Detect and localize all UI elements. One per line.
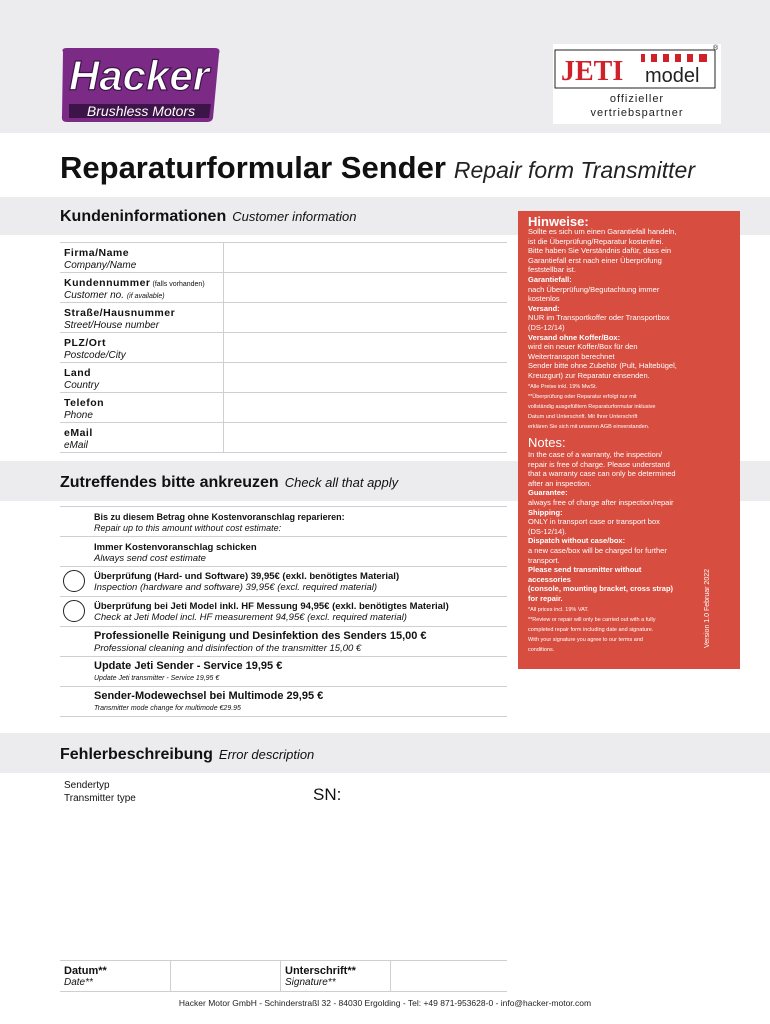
check-row-cleaning[interactable] (60, 627, 507, 657)
check-label-en: Professional cleaning and disinfection of the transmitter 15,00 € (94, 643, 362, 654)
registered-mark: ® (713, 45, 719, 52)
error-section-bar (0, 733, 770, 773)
notes-heading-de: Hinweise: (528, 214, 589, 229)
field-label-en: eMail (64, 440, 88, 451)
serial-number-label: SN: (313, 785, 342, 804)
check-row-cost-estimate[interactable] (60, 537, 507, 567)
field-label: Straße/Hausnummer (64, 307, 176, 319)
notes-item-text: NUR im Transportkoffer oder Transportbox (DS-12/14) (528, 313, 670, 332)
customer-heading (60, 208, 357, 226)
check-label: Bis zu diesem Betrag ohne Kostenvoranschlag reparieren: (94, 512, 345, 522)
customer-row-customer-no (60, 273, 507, 303)
check-label: Überprüfung (Hard- und Software) 39,95€ (exkl. benötigtes Material) (94, 571, 400, 582)
notes-item-text: ONLY in transport case or transport box (DS-12/14). (528, 517, 660, 536)
field-label-en: Country (64, 380, 100, 391)
notes-item-text: wird ein neuer Koffer/Box für den Weitertransport berechnet Sender bitte ohne Zubehör (Pult, Haltebügel, Kreuzgurt) zur Reparatur einsenden. (528, 342, 677, 380)
customer-heading-de: Kundeninformationen (60, 208, 227, 225)
signature-label-en: Signature** (285, 977, 336, 988)
check-label: Sender-Modewechsel bei Multimode 29,95 € (94, 690, 324, 702)
company-name-field[interactable] (223, 243, 507, 272)
postcode-city-field[interactable] (223, 333, 507, 362)
notes-item-text: always free of charge after inspection/repair (528, 497, 674, 507)
check-row-inspection[interactable] (60, 567, 507, 597)
notes-small-en: *All prices incl. 19% VAT. **Review or repair will only be carried out with a fully completed repair form including date and signature. With your signature you agree to our terms and conditions. (528, 606, 656, 653)
field-label-en: Postcode/City (64, 350, 126, 361)
notes-intro-en: In the case of a warranty, the inspection/ repair is free of charge. Please understand that a warranty case can only be determined after an inspection. (528, 450, 676, 488)
checkbox-circle[interactable] (63, 600, 85, 622)
check-row-jeti-check[interactable] (60, 597, 507, 627)
field-label-en: Street/House number (64, 320, 160, 331)
title-en: Repair form Transmitter (453, 157, 696, 183)
transmitter-type-label (64, 779, 136, 805)
check-row-repair-limit[interactable] (60, 507, 507, 537)
error-heading (60, 746, 314, 764)
signature-label-cell (280, 961, 391, 991)
check-label-en: Repair up to this amount without cost estimate: (94, 523, 282, 533)
notes-item-title: Versand: (528, 303, 560, 313)
check-heading-de: Zutreffendes bitte ankreuzen (60, 474, 279, 491)
notes-small-de: *Alle Preise inkl. 19% MwSt. **Überprüfung oder Reparatur erfolgt nur mit vollständig ausgefülltem Reparaturformular inklusive Datum und Unterschrift. Mit Ihrer Unterschrift erklären Sie sich mit unseren AGB einverstanden. (528, 383, 656, 430)
field-note-en: (if available) (126, 293, 165, 300)
check-label-en: Transmitter mode change for multimode €29.95 (94, 705, 241, 712)
notes-item-text: a new case/box will be charged for further transport. (528, 545, 667, 565)
hacker-logo-tagline: Brushless Motors (86, 103, 196, 119)
jeti-tagline-1: offizieller (609, 93, 665, 105)
notes-text-en (528, 450, 710, 654)
date-label: Datum** (64, 965, 107, 977)
field-label: eMail (64, 427, 93, 439)
check-row-mode-change[interactable] (60, 687, 507, 717)
customer-row-email (60, 423, 507, 453)
street-field[interactable] (223, 303, 507, 332)
error-heading-de: Fehlerbeschreibung (60, 746, 213, 763)
transmitter-type-en: Transmitter type (64, 793, 136, 804)
customer-heading-en: Customer information (232, 209, 357, 224)
field-label: Firma/Name (64, 247, 130, 259)
jeti-tagline-2: vertriebspartner (590, 107, 684, 119)
customer-table (60, 242, 507, 453)
field-label: Kundennummer (64, 277, 151, 289)
notes-bold-en: Please send transmitter without accessories (console, mounting bracket, cross strap) for repair. (528, 565, 674, 603)
notes-heading-en: Notes: (528, 435, 566, 450)
check-row-update[interactable] (60, 657, 507, 687)
date-field[interactable] (170, 961, 281, 991)
check-label-en: Update Jeti transmitter - Service 19,95 € (94, 675, 220, 682)
phone-field[interactable] (223, 393, 507, 422)
notes-item-text: nach Überprüfung/Begutachtung immer kostenlos (528, 284, 660, 304)
field-label-en: Company/Name (64, 260, 137, 271)
title-de: Reparaturformular Sender (60, 150, 446, 185)
version-label: Version 1.0 Februar 2022 (704, 569, 711, 648)
customer-row-phone (60, 393, 507, 423)
customer-row-country (60, 363, 507, 393)
country-field[interactable] (223, 363, 507, 392)
email-field[interactable] (223, 423, 507, 452)
notes-item-title: Dispatch without case/box: (528, 536, 626, 546)
hacker-logo (55, 44, 223, 124)
check-table (60, 506, 507, 717)
hacker-logo-word: Hacker (68, 52, 210, 99)
check-label-en: Always send cost estimate (94, 553, 206, 564)
signature-field[interactable] (390, 961, 507, 991)
checkbox-circle[interactable] (63, 570, 85, 592)
error-description-area[interactable] (60, 812, 507, 952)
field-label-en: Phone (64, 410, 93, 421)
field-note: (falls vorhanden) (152, 281, 205, 288)
field-label-en: Customer no. (64, 290, 125, 301)
notes-intro-de: Sollte es sich um einen Garantiefall handeln, ist die Überprüfung/Reparatur kostenfrei. Bitte haben Sie Verständnis dafür, dass ein Garantiefall erst nach einer Überprüfung feststellbar ist. (528, 227, 677, 275)
customer-row-company (60, 243, 507, 273)
notes-item-title: Guarantee: (528, 488, 568, 498)
signature-row (60, 960, 507, 992)
notes-item-title: Garantiefall: (528, 274, 572, 284)
jeti-logo-brand: JETI (561, 56, 624, 87)
field-label: PLZ/Ort (64, 337, 106, 349)
customer-number-field[interactable] (223, 273, 507, 302)
check-label: Professionelle Reinigung und Desinfektion des Senders 15,00 € (94, 630, 427, 642)
check-label-en: Check at Jeti Model incl. HF measurement 94,95€ (excl. required material) (94, 612, 407, 623)
notes-item-title: Versand ohne Koffer/Box: (528, 332, 621, 342)
notes-text-de (528, 227, 710, 431)
signature-label: Unterschrift** (285, 965, 356, 977)
jeti-tagline (553, 92, 721, 120)
date-label-en: Date** (64, 977, 93, 988)
field-label: Land (64, 367, 92, 379)
error-heading-en: Error description (218, 747, 315, 762)
footer-address: Hacker Motor GmbH - Schinderstraßl 32 - 84030 Ergolding - Tel: +49 871-953628-0 - info@hacker-motor.com (178, 998, 592, 1008)
check-label: Update Jeti Sender - Service 19,95 € (94, 660, 283, 672)
page-title (60, 150, 695, 186)
check-label: Immer Kostenvoranschlag schicken (94, 542, 257, 553)
notes-item-title: Shipping: (528, 507, 563, 517)
check-label-en: Inspection (hardware and software) 39,95€ (excl. required material) (94, 582, 378, 593)
field-label: Telefon (64, 397, 105, 409)
jeti-logo-model: model (645, 65, 700, 87)
customer-row-postcode (60, 333, 507, 363)
check-heading (60, 474, 398, 492)
check-heading-en: Check all that apply (284, 475, 399, 490)
transmitter-type-de: Sendertyp (64, 780, 110, 791)
check-label: Überprüfung bei Jeti Model inkl. HF Messung 94,95€ (exkl. benötigtes Material) (94, 601, 449, 612)
customer-row-street (60, 303, 507, 333)
